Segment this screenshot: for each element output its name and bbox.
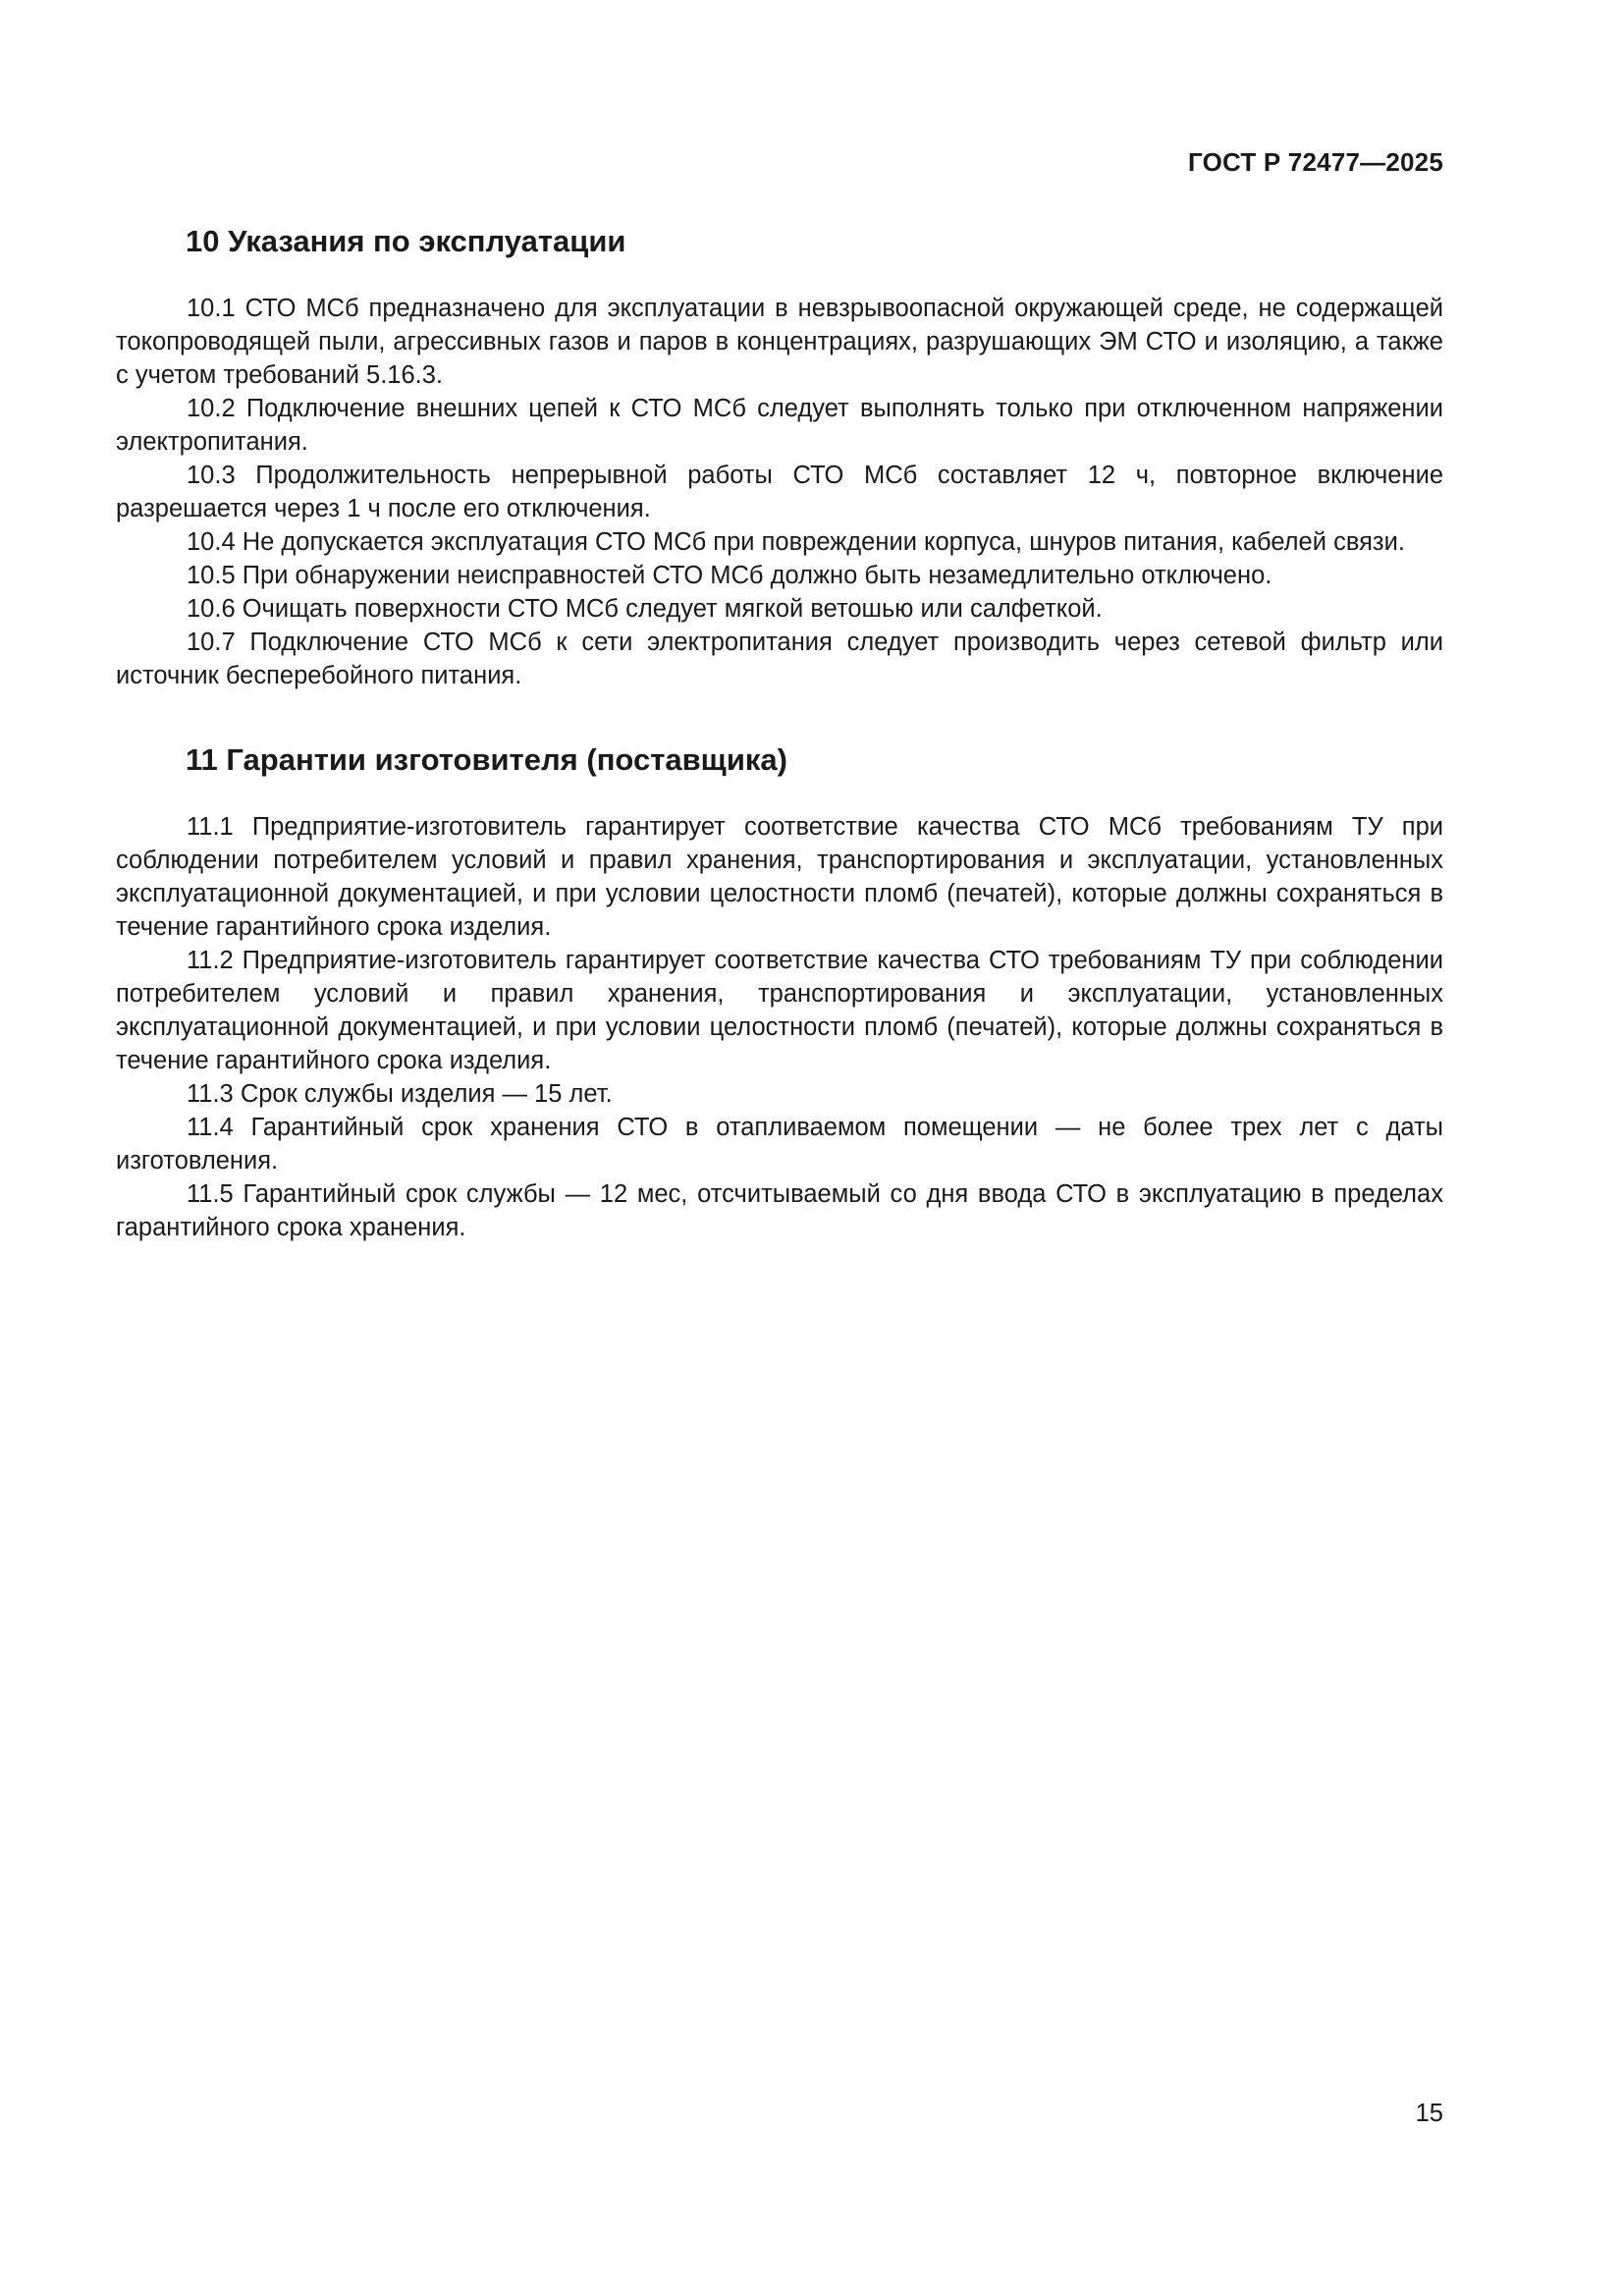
- paragraph-11-5: 11.5 Гарантийный срок службы — 12 мес, отсчитываемый со дня ввода СТО в эксплуатацию в пределах гарантийного срока хранения.: [116, 1180, 1443, 1241]
- paragraph-11-3: 11.3 Срок службы изделия — 15 лет.: [187, 1080, 613, 1108]
- section-11: [116, 739, 1443, 1244]
- paragraph-10-4: 10.4 Не допускается эксплуатация СТО МСб при повреждении корпуса, шнуров питания, кабелей связи.: [187, 528, 1405, 556]
- document-code: ГОСТ Р 72477—2025: [1188, 147, 1443, 177]
- paragraph-11-2: 11.2 Предприятие-изготовитель гарантирует соответствие качества СТО требованиям ТУ при соблюдении потребителем условий и правил хранения, транспортирования и эксплуатации, установленных эксплуатационной документацией, и при условии целостности пломб (печатей), которые должны сохраняться в течение гарантийного срока изделия.: [116, 947, 1443, 1074]
- paragraph-10-5: 10.5 При обнаружении неисправностей СТО МСб должно быть незамедлительно отключено.: [187, 562, 1272, 589]
- section-10: [116, 221, 1443, 692]
- paragraph-10-2: 10.2 Подключение внешних цепей к СТО МСб следует выполнять только при отключенном напряжении электропитания.: [116, 395, 1443, 456]
- paragraph-10-6: 10.6 Очищать поверхности СТО МСб следует мягкой ветошью или салфеткой.: [187, 595, 1103, 623]
- paragraph-10-1: 10.1 СТО МСб предназначено для эксплуатации в невзрывоопасной окружающей среде, не содержащей токопроводящей пыли, агрессивных газов и паров в концентрациях, разрушающих ЭМ СТО и изоляцию, а также с учетом требований 5.16.3.: [116, 295, 1443, 389]
- page-number: 15: [1415, 2100, 1443, 2127]
- page-content: [116, 221, 1443, 1244]
- paragraph-11-4: 11.4 Гарантийный срок хранения СТО в отапливаемом помещении — не более трех лет с даты изготовления.: [116, 1114, 1443, 1175]
- section-10-heading: 10 Указания по эксплуатации: [186, 224, 626, 258]
- paragraph-11-1: 11.1 Предприятие-изготовитель гарантирует соответствие качества СТО МСб требованиям ТУ при соблюдении потребителем условий и правил хранения, транспортирования и эксплуатации, установленных эксплуатационной документацией, и при условии целостности пломб (печатей), которые должны сохраняться в течение гарантийного срока изделия.: [116, 813, 1443, 941]
- paragraph-10-3: 10.3 Продолжительность непрерывной работы СТО МСб составляет 12 ч, повторное включение разрешается через 1 ч после его отключения.: [116, 462, 1443, 522]
- paragraph-10-7: 10.7 Подключение СТО МСб к сети электропитания следует производить через сетевой фильтр или источник бесперебойного питания.: [116, 629, 1443, 689]
- section-11-heading: 11 Гарантии изготовителя (поставщика): [186, 742, 787, 777]
